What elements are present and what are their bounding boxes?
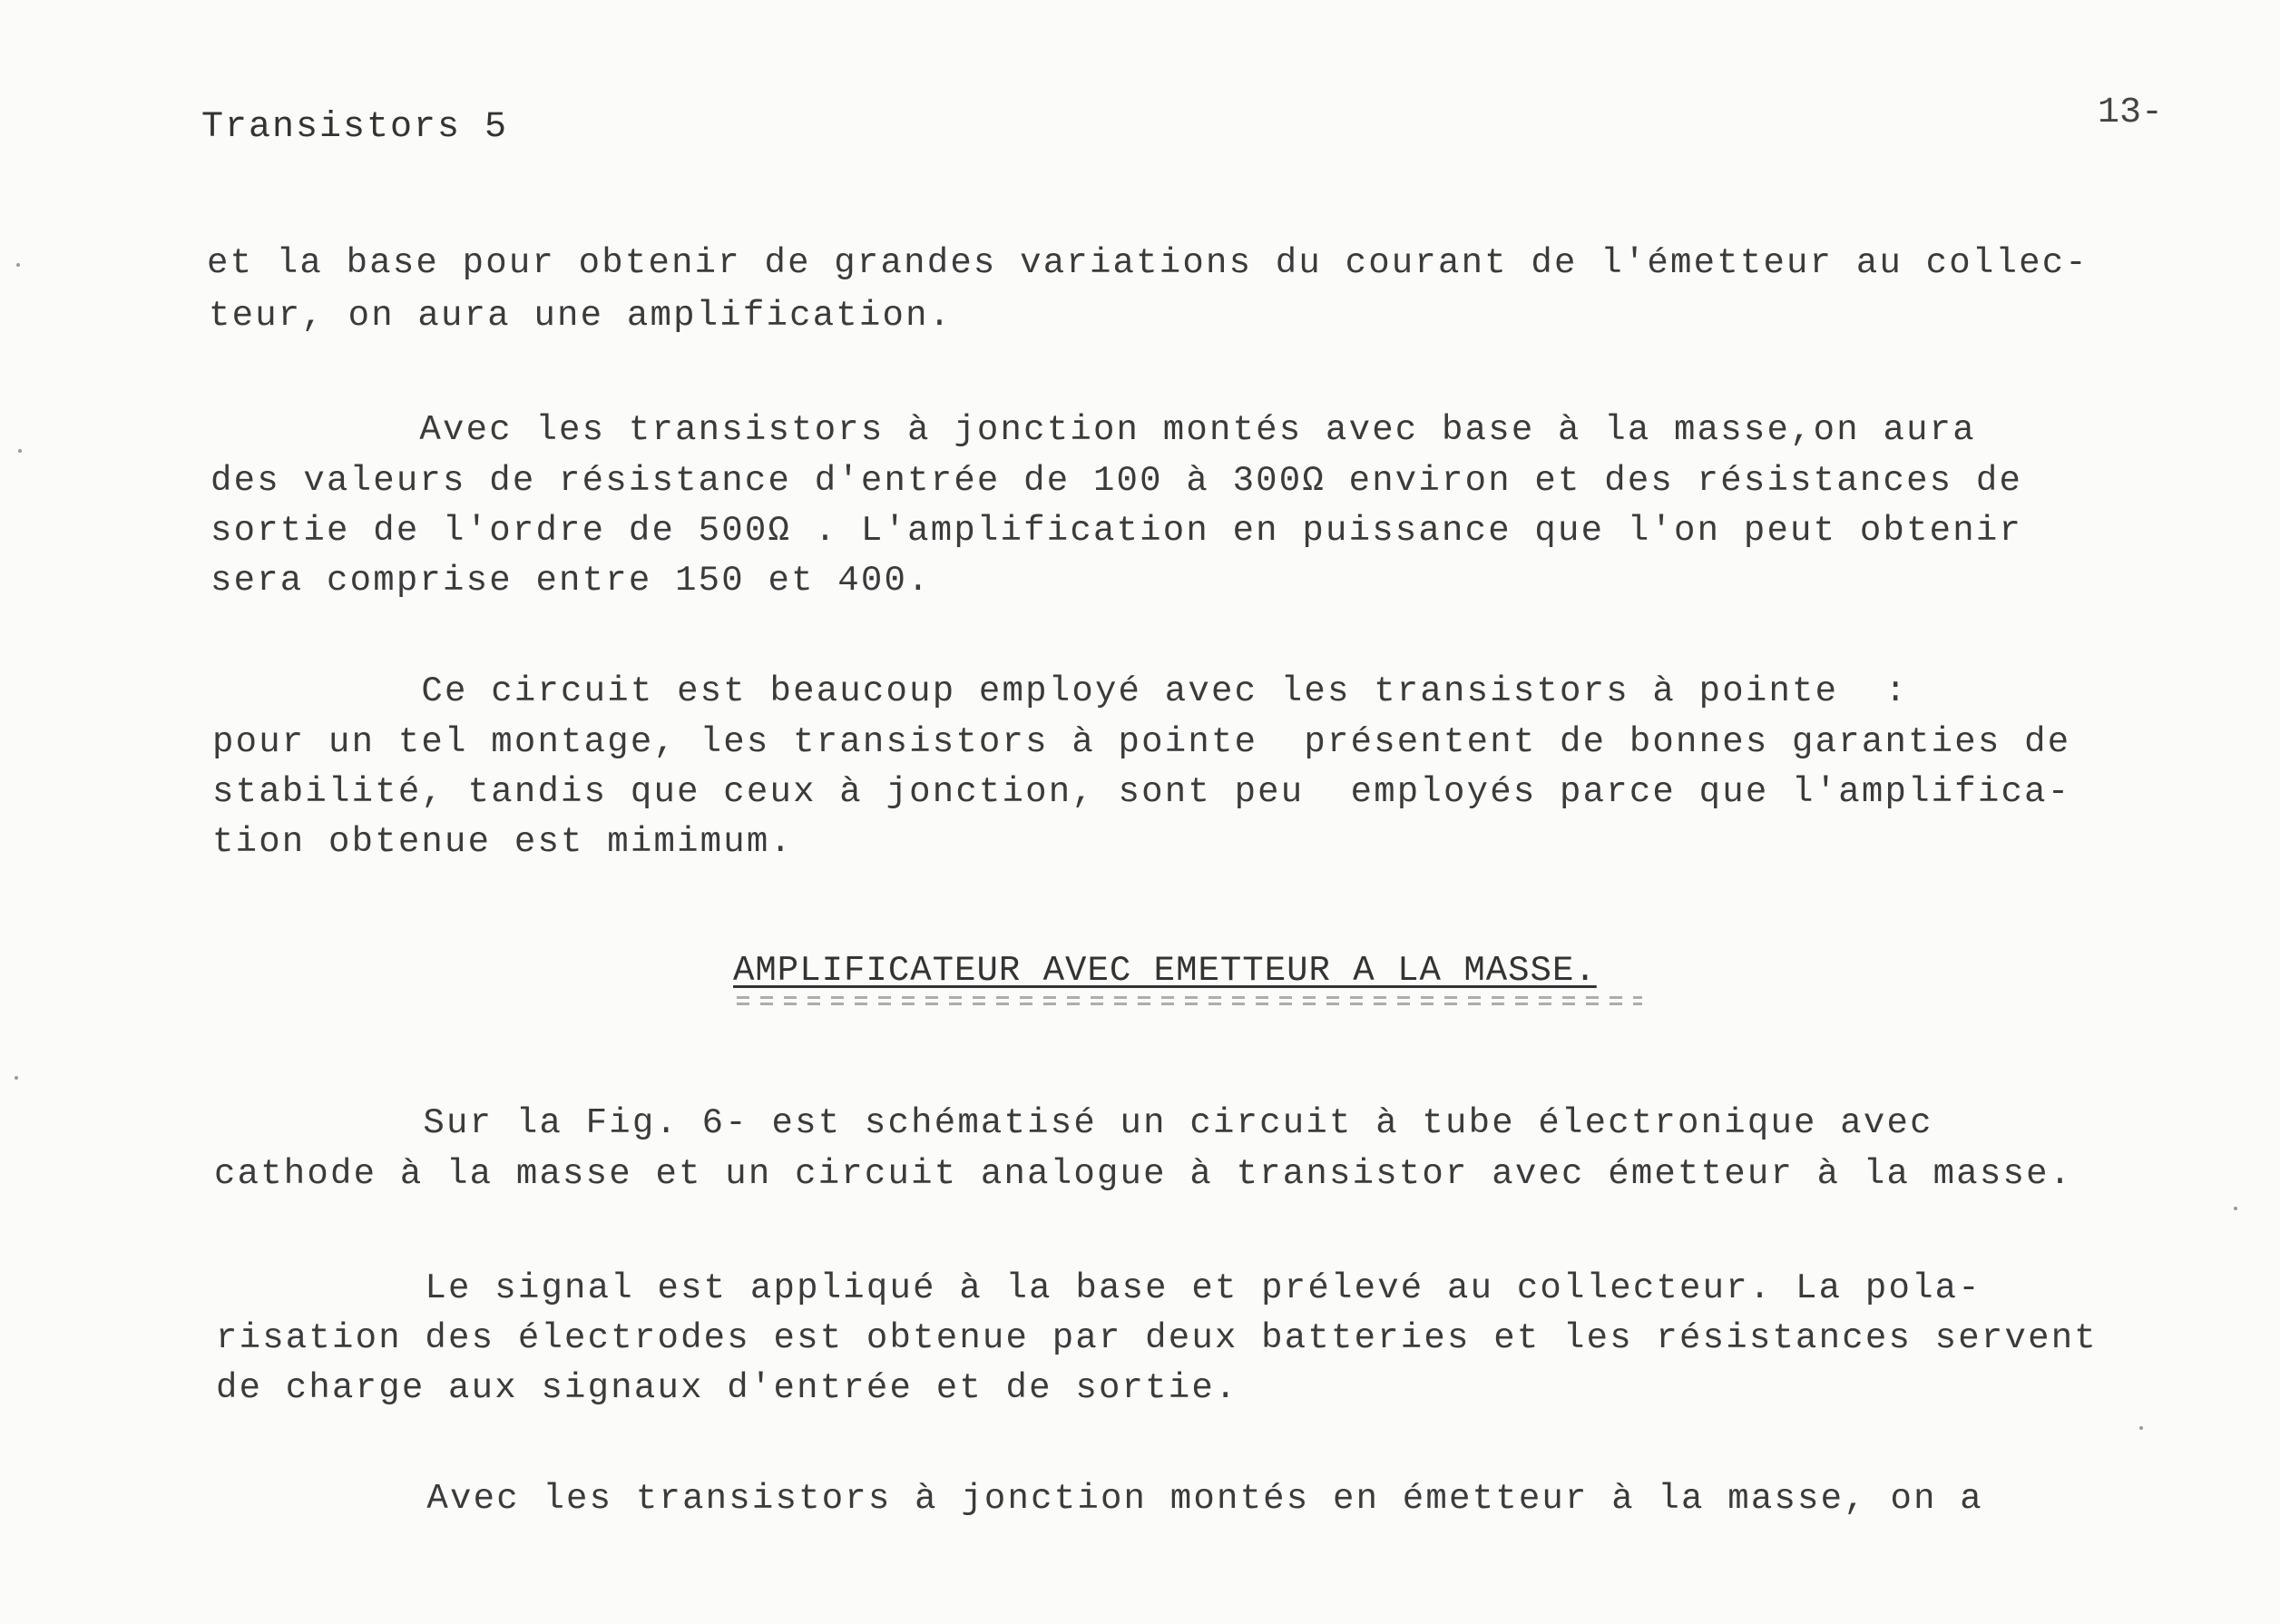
paragraph-2-line-3: sortie de l'ordre de 500Ω . L'amplification en puissance que l'on peut obtenir [210,511,2023,551]
paragraph-4-line-2: cathode à la masse et un circuit analogue à transistor avec émetteur à la masse. [214,1154,2073,1194]
paragraph-1-line-1: et la base pour obtenir de grandes variations du courant de l'émetteur au collec- [207,243,2089,283]
paragraph-3-line-3: stabilité, tandis que ceux à jonction, sont peu employés parce que l'amplifica- [212,772,2071,812]
paragraph-2-line-4: sera comprise entre 150 et 400. [210,561,931,601]
page-number: 13- [2098,93,2164,133]
paragraph-3-line-1: Ce circuit est beaucoup employé avec les transistors à pointe : [212,671,1909,711]
scan-speck [2234,1207,2237,1210]
scan-speck [15,1076,18,1080]
section-heading: AMPLIFICATEUR AVEC EMETTEUR A LA MASSE. [733,951,1597,991]
paragraph-3-line-4: tion obtenue est mimimum. [212,822,794,862]
running-header-title: Transistors 5 [201,107,509,148]
scan-speck [16,263,20,267]
paragraph-5-line-2: risation des électrodes est obtenue par deux batteries et les résistances servent [216,1318,2098,1358]
heading-dashed-rule [737,996,1642,1009]
paragraph-5-line-3: de charge aux signaux d'entrée et de sortie. [216,1368,1238,1408]
scan-speck [2139,1426,2143,1430]
paragraph-5-line-1: Le signal est appliqué à la base et prélevé au collecteur. La pola- [216,1268,1982,1308]
paragraph-3-line-2: pour un tel montage, les transistors à pointe présentent de bonnes garanties de [212,722,2071,762]
paragraph-4-line-1: Sur la Fig. 6- est schématisé un circuit à tube électronique avec [214,1103,1933,1143]
paragraph-1-line-2: teur, on aura une amplification. [209,296,953,336]
paragraph-2-line-2: des valeurs de résistance d'entrée de 100 à 300Ω environ et des résistances de [210,461,2023,501]
paragraph-6-line-1: Avec les transistors à jonction montés en émetteur à la masse, on a [218,1479,1983,1519]
paragraph-2-line-1: Avec les transistors à jonction montés avec base à la masse,on aura [210,410,1976,450]
scan-speck [18,449,22,453]
